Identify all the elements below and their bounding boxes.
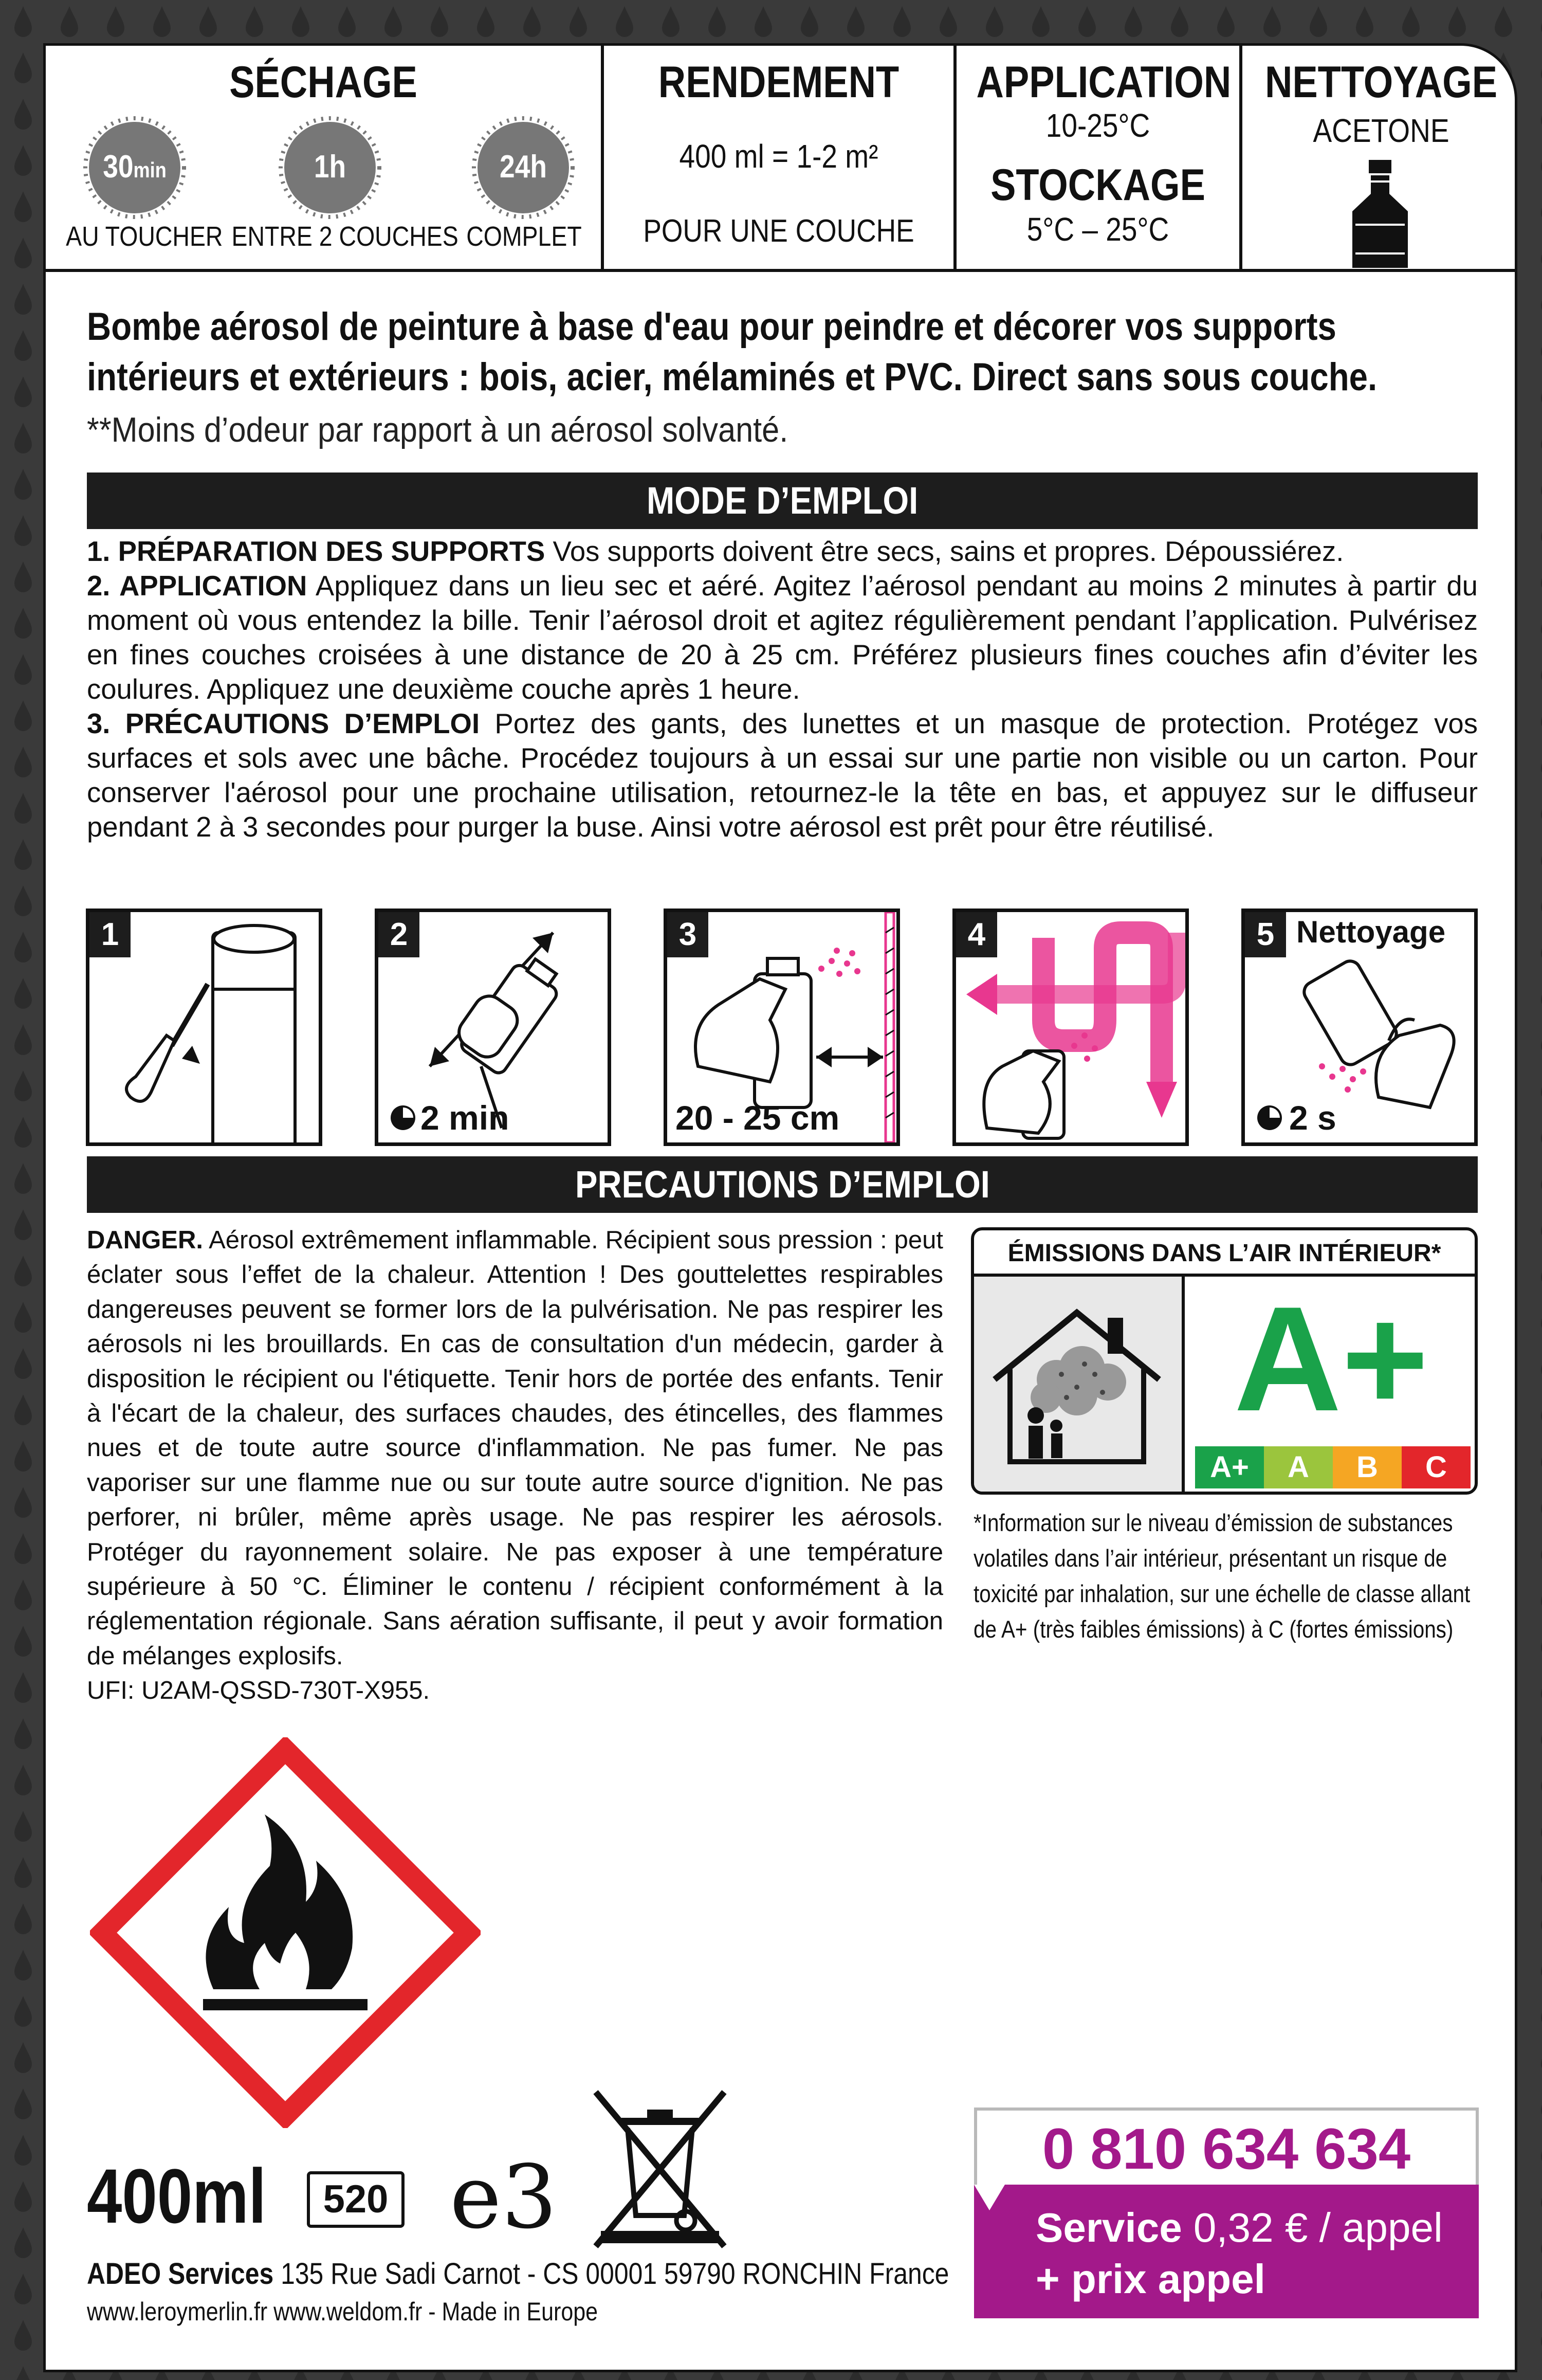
nettoyage-title: NETTOYAGE <box>1264 58 1498 107</box>
service-label: Service <box>1036 2205 1182 2250</box>
label-panel <box>43 43 1517 2372</box>
dial-value: 30 <box>103 149 134 185</box>
step-caption: 2 min <box>420 1099 509 1137</box>
step-3-panel <box>664 909 900 1146</box>
step3-text: Portez des gants, des lunettes et un masque de protection. Protégez vos surfaces et sols avec une bâche. Procédez toujours à un essai sur une partie non visible ou un carton. Pour conserver l'aérosol pour une prochaine utilisation, retournez-le la tête en bas, et appuyez sur le diffuseur pendant 2 à 3 secondes pour purger la buse. Ainsi votre aérosol est prêt pour être réutilisé. <box>87 708 1478 843</box>
dial-label-touch: AU TOUCHER <box>66 221 223 252</box>
step1-heading: 1. PRÉPARATION DES SUPPORTS <box>87 536 545 567</box>
volume-code: 520 <box>307 2171 405 2228</box>
house-cloud-icon <box>974 1277 1182 1492</box>
emission-grade: A+ <box>1234 1276 1429 1442</box>
step-number: 4 <box>956 912 997 957</box>
dial-label-between-coats: ENTRE 2 COUCHES <box>231 221 458 252</box>
danger-heading: DANGER. <box>87 1226 203 1254</box>
intro-line-1: Bombe aérosol de peinture à base d'eau pour peindre et décorer vos supports <box>87 305 1336 349</box>
step-number: 1 <box>89 912 131 957</box>
rendement-sub: POUR UNE COUCHE <box>643 213 914 249</box>
service-phone-number[interactable]: 0 810 634 634 <box>974 2108 1479 2185</box>
timer-icon <box>1255 1103 1284 1132</box>
step-number: 2 <box>378 912 419 957</box>
step1-text: Vos supports doivent être secs, sains et propres. Dépoussiérez. <box>545 536 1344 567</box>
dial-value: 24h <box>500 149 547 185</box>
emissions-label <box>971 1227 1478 1495</box>
dial-unit: min <box>133 158 167 182</box>
step2-text: Appliquez dans un lieu sec et aéré. Agitez l’aérosol pendant au moins 2 minutes à partir du moment où vous entendez la bille. Tenir l’aérosol droit et agitez régulièrement pendant l’application. Pulvérisez en fines couches croisées à une distance de 20 à 25 cm. Préférez plusieurs fines couches afin d’éviter les coulures. Appliquez une deuxième couche après 1 heure. <box>87 570 1478 705</box>
service-price-panel <box>974 2185 1479 2318</box>
timer-icon <box>389 1103 417 1132</box>
estimated-sign: e3 <box>450 2147 557 2248</box>
mode-emploi-text <box>87 534 1478 844</box>
company-line <box>87 2257 949 2291</box>
dial-label-complete: COMPLET <box>466 221 582 252</box>
crossed-coats-icon <box>956 912 1185 1142</box>
emissions-title: ÉMISSIONS DANS L’AIR INTÉRIEUR* <box>974 1230 1475 1277</box>
dial-value: 1h <box>314 149 346 185</box>
company-address: 135 Rue Sadi Carnot - CS 00001 59790 RONCHIN France <box>273 2257 949 2291</box>
shake-can-screwdriver-icon <box>89 912 319 1142</box>
header-row <box>46 46 1517 272</box>
precautions-title: PRECAUTIONS D’EMPLOI <box>575 1163 990 1206</box>
drying-dial-touch <box>89 122 180 213</box>
step-5-title: Nettoyage <box>1296 915 1446 949</box>
rendement-cell <box>604 46 957 272</box>
rendement-title: RENDEMENT <box>658 58 900 107</box>
emissions-footnote: *Information sur le niveau d’émission de substances volatiles dans l’air intérieur, présentant un risque de toxicité par inhalation, sur une échelle de classe allant de A+ (très faibles émissions) à C (fortes émissions) <box>974 1509 1471 1643</box>
danger-text: Aérosol extrêmement inflammable. Récipient sous pression : peut éclater sous l’effet de la chaleur. Attention ! Des gouttelettes respirables dangereuses peuvent se former lors de la pulvérisation. Ne pas respirer les aérosols ni les brouillards. En cas de consultation d'un médecin, garder à disposition le récipient ou l'étiquette. Tenir hors de portée des enfants. Tenir à l'écart de la chaleur, des surfaces chaudes, des étincelles, des flammes nues et de toute autre source d'inflammation. Ne pas fumer. Ne pas vaporiser sur une flamme nue ou sur toute autre source d'ignition. Ne pas perforer, ni brûler, même après usage. Ne pas respirer les aérosols. Protéger du rayonnement solaire. Ne pas exposer à une température supérieure à 50 °C. Éliminer le contenu / récipient conformément à la réglementation régionale. Sans aération suffisante, il peut y avoir formation de mélanges explosifs. <box>87 1226 943 1670</box>
step-5-panel <box>1241 909 1478 1146</box>
ufi-code: UFI: U2AM-QSSD-730T-X955. <box>87 1677 430 1705</box>
intro-line-2: intérieurs et extérieurs : bois, acier, mélaminés et PVC. Direct sans sous couche. <box>87 355 1378 399</box>
rendement-value: 400 ml = 1-2 m² <box>679 138 878 175</box>
sechage-cell <box>46 46 604 272</box>
mode-emploi-title: MODE D’EMPLOI <box>646 479 919 522</box>
step-4-panel <box>952 909 1189 1146</box>
websites-line: www.leroymerlin.fr www.weldom.fr - Made in Europe <box>87 2297 598 2326</box>
sechage-title: SÉCHAGE <box>229 58 417 107</box>
application-range: 10-25°C <box>1045 107 1150 144</box>
service-price: 0,32 € / appel <box>1182 2205 1443 2250</box>
scale-a: A <box>1264 1446 1333 1488</box>
stockage-range: 5°C – 25°C <box>1026 211 1169 248</box>
stockage-title: STOCKAGE <box>990 160 1205 210</box>
company-name: ADEO Services <box>87 2257 274 2291</box>
step3-heading: 3. PRÉCAUTIONS D’EMPLOI <box>87 708 480 739</box>
application-title: APPLICATION <box>976 58 1232 107</box>
nettoyage-sub: ACETONE <box>1313 112 1449 149</box>
flammable-hazard-icon <box>90 1737 481 2128</box>
step-caption: 20 - 25 cm <box>675 1099 840 1137</box>
step2-heading: 2. APPLICATION <box>87 570 307 602</box>
drying-dial-complete <box>478 122 569 213</box>
step-number: 5 <box>1245 912 1286 957</box>
service-price-line <box>1036 2204 1443 2251</box>
scale-a-plus: A+ <box>1195 1446 1264 1488</box>
intro-note: **Moins d’odeur par rapport à un aérosol solvanté. <box>87 410 788 449</box>
crossed-bin-icon <box>580 2061 740 2257</box>
step-caption: 2 s <box>1289 1099 1336 1137</box>
drying-dial-between-coats <box>284 122 376 213</box>
emission-scale <box>1195 1446 1471 1488</box>
service-extra: + prix appel <box>1036 2256 1265 2302</box>
precautions-bar <box>87 1156 1478 1213</box>
scale-b: B <box>1333 1446 1402 1488</box>
indoor-air-pictogram <box>974 1277 1185 1492</box>
step-2-panel <box>375 909 611 1146</box>
danger-text-block <box>87 1223 943 1709</box>
bottle-icon <box>1348 160 1412 268</box>
step-number: 3 <box>667 912 708 957</box>
volume-label: 400ml <box>87 2153 266 2239</box>
service-phone-box <box>974 2108 1479 2318</box>
mode-emploi-bar <box>87 473 1478 529</box>
service-tab-notch <box>974 2185 1015 2215</box>
application-cell <box>957 46 1242 272</box>
nettoyage-cell <box>1242 46 1517 272</box>
scale-c: C <box>1402 1446 1471 1488</box>
step-1-panel <box>86 909 322 1146</box>
